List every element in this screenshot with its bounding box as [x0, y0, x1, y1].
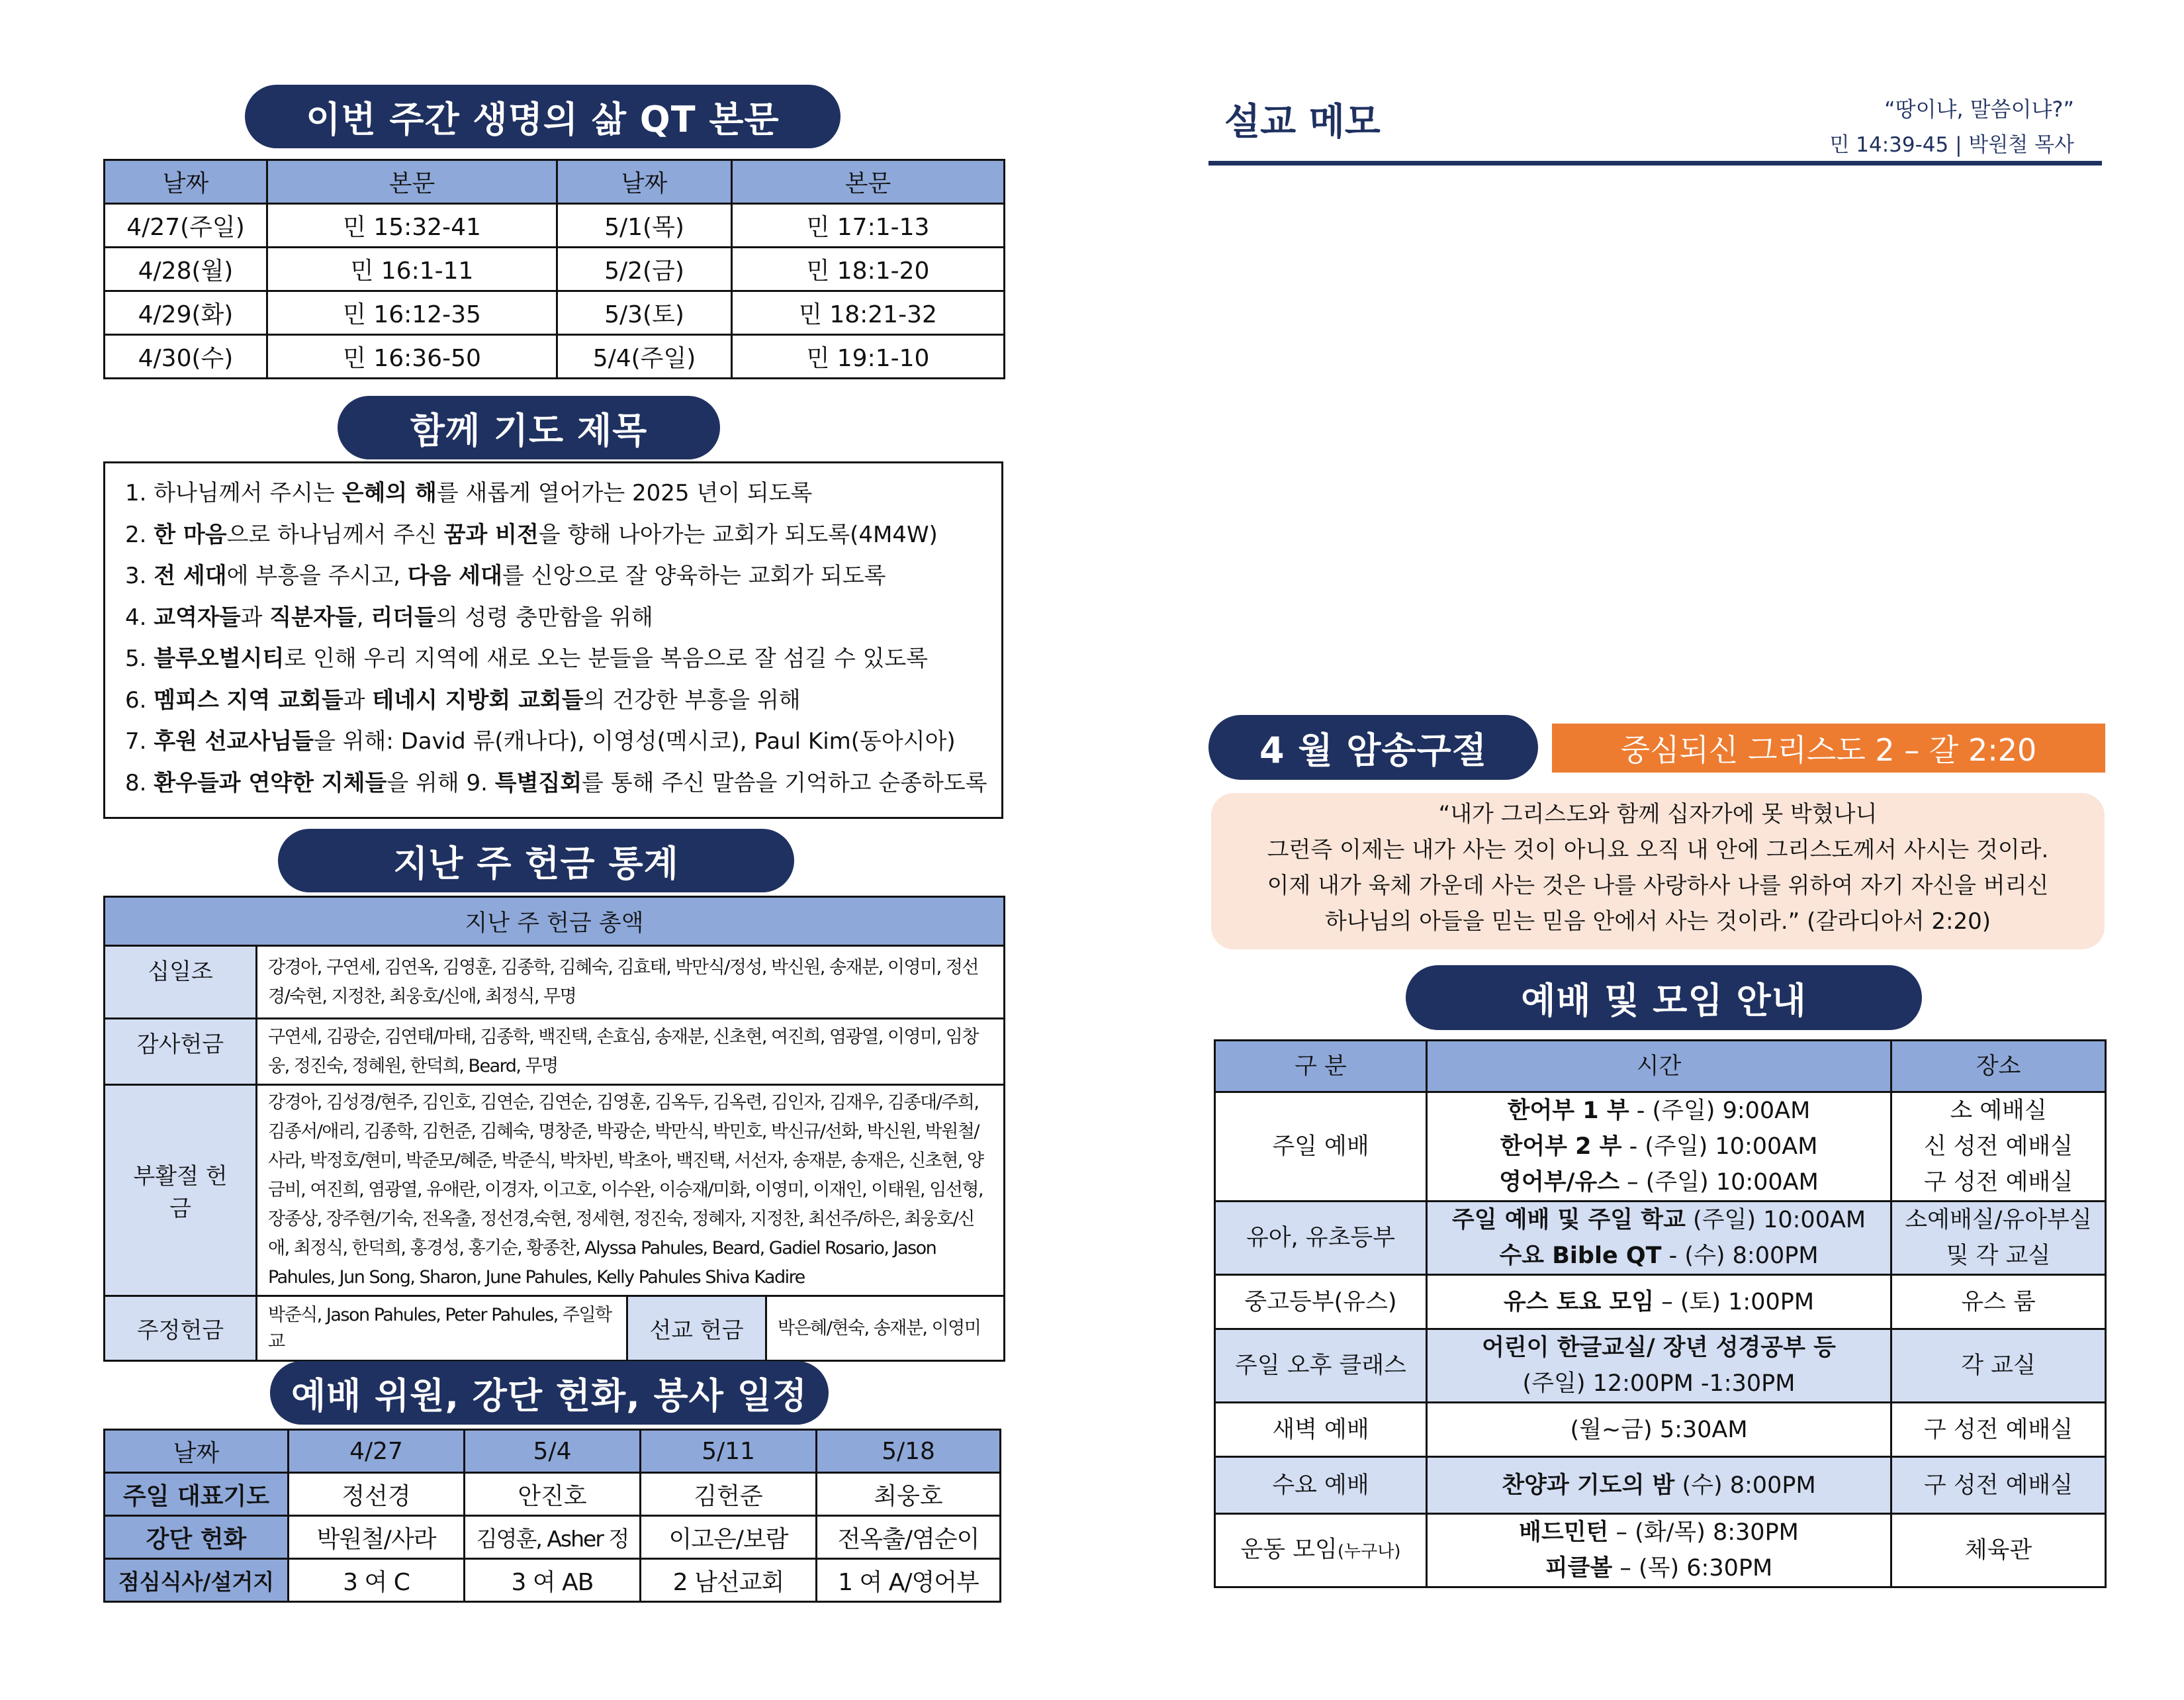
body-text: 로 인해 우리 지역에 새로 오는 분들을 복음으로 잘 섬길 수 있도록: [284, 645, 929, 672]
body-text: 에 부흥을 주시고,: [226, 563, 408, 589]
emphasis-text: 어린이 한글교실/ 장년 성경공부 등: [1482, 1335, 1836, 1361]
memory-verse-text: [1211, 793, 2105, 949]
body-text: - (수) 8:00PM: [1661, 1243, 1819, 1269]
qt-cell: 민 16:1-11: [267, 248, 557, 291]
table-row: [105, 291, 1005, 335]
body-text: 을 향해 나아가는 교회가 되도록(4M4W): [538, 521, 938, 548]
qt-cell: 민 18:1-20: [732, 248, 1005, 291]
table-row: [105, 1019, 1005, 1085]
prayer-item: [125, 763, 987, 804]
qt-cell: 민 16:36-50: [267, 335, 557, 379]
table-row: [105, 1473, 1001, 1516]
service-time-line: [1428, 1366, 1890, 1401]
prayer-item: [125, 721, 981, 763]
service-time: [1427, 1329, 1891, 1403]
emphasis-text: 후원 선교사님들: [154, 728, 314, 755]
service-time: [1427, 1202, 1891, 1275]
body-text: 3.: [125, 563, 154, 589]
table-row: [105, 335, 1005, 379]
verse-line: 그런즉 이제는 내가 사는 것이 아니요 오직 내 안에 그리스도께서 사시는 것이라.: [1267, 837, 2049, 863]
service-place-line: 체육관: [1964, 1537, 2032, 1564]
service-place-line: 및 각 교실: [1946, 1243, 2051, 1269]
body-text: 6.: [125, 686, 154, 714]
body-text: 을 위해 9.: [387, 769, 495, 796]
duty-cell: 이고은/보람: [641, 1516, 817, 1559]
body-text: (월~금) 5:30AM: [1570, 1416, 1748, 1443]
emphasis-text: 한 마음: [154, 521, 227, 548]
service-place: [1891, 1275, 2106, 1329]
offering-names: 박준식, Jason Pahules, Peter Pahules, 주일학교: [257, 1296, 627, 1361]
duty-cell: 김영훈, Asher 정: [465, 1516, 641, 1559]
duty-cell: 안진호: [465, 1473, 641, 1516]
body-text: 를 신앙으로 잘 양육하는 교회가 되도록: [502, 563, 886, 589]
service-place-line: 구 성전 예배실: [1923, 1416, 2073, 1443]
table-row: [105, 946, 1005, 1019]
service-time-line: [1428, 1238, 1890, 1274]
table-row: [1215, 1092, 2106, 1202]
table-row: [1215, 1329, 2106, 1403]
qt-header: 날짜: [105, 160, 267, 204]
body-text: 으로 하나님께서 주신: [226, 521, 444, 548]
prayer-item: [125, 514, 981, 556]
service-time: [1427, 1403, 1891, 1457]
offering-names: 구연세, 김광순, 김연태/마태, 김종학, 백진택, 손효심, 송재분, 신초현, 여진희, 염광열, 이영미, 임창웅, 정진숙, 정혜원, 한덕희, Beard, 무명: [257, 1019, 1005, 1085]
services-header: 장소: [1891, 1041, 2106, 1092]
body-text: 4.: [125, 604, 154, 631]
qt-table: [103, 159, 1005, 379]
emphasis-text: 피클볼: [1545, 1555, 1613, 1582]
sermon-memo-title: 설교 메모: [1224, 101, 1381, 144]
qt-cell: 민 17:1-13: [732, 204, 1005, 248]
table-row: [1215, 1514, 2106, 1587]
service-place: [1891, 1202, 2106, 1275]
emphasis-text: 멤피스 지역 교회들: [154, 686, 343, 714]
verse-line: “내가 그리스도와 함께 십자가에 못 박혔나니: [1438, 801, 1878, 827]
service-name: [1215, 1092, 1427, 1202]
memory-verse-tag: 중심되신 그리스도 2 – 갈 2:20: [1552, 724, 2105, 773]
service-name: [1215, 1457, 1427, 1514]
emphasis-text: 주일 예배 및 주일 학교: [1451, 1207, 1686, 1233]
qt-cell: 5/2(금): [557, 248, 732, 291]
offering-table: [103, 896, 1005, 1362]
offering-type: 부활절 헌금: [105, 1085, 257, 1296]
service-place: [1891, 1403, 2106, 1457]
emphasis-text: 테네시 지방회 교회들: [372, 686, 584, 714]
table-row: [1215, 1457, 2106, 1514]
duty-table: [103, 1429, 1001, 1603]
service-name-text: 수요 예배: [1272, 1472, 1369, 1499]
qt-header: 본문: [267, 160, 557, 204]
verse-line: 이제 내가 육체 가운데 사는 것은 나를 사랑하사 나를 위하여 자기 자신을 버리신: [1267, 873, 2049, 899]
service-place-line: 각 교실: [1961, 1352, 2036, 1379]
qt-section-title: 이번 주간 생명의 삶 QT 본문: [245, 85, 841, 148]
body-text: 8.: [125, 769, 154, 796]
offering-type: 선교 헌금: [627, 1296, 766, 1361]
service-name-text: 운동 모임: [1240, 1536, 1338, 1563]
service-place-line: 소예배실/유아부실: [1905, 1207, 2092, 1233]
qt-cell: 민 19:1-10: [732, 335, 1005, 379]
body-text: 의 성령 충만함을 위해: [435, 604, 653, 631]
table-row: [105, 204, 1005, 248]
service-place-line: 구 성전 예배실: [1923, 1472, 2073, 1499]
body-text: 5.: [125, 645, 154, 672]
body-text: – (주일) 10:00AM: [1619, 1169, 1819, 1196]
emphasis-text: 한어부 2 부: [1500, 1133, 1622, 1160]
qt-cell: 4/27(주일): [105, 204, 267, 248]
emphasis-text: 영어부/유스: [1499, 1169, 1620, 1196]
service-name: [1215, 1403, 1427, 1457]
qt-cell: 4/29(화): [105, 291, 267, 335]
body-text: (주일) 12:00PM -1:30PM: [1522, 1370, 1796, 1397]
service-place-line: 신 성전 예배실: [1923, 1133, 2073, 1160]
service-place: [1891, 1329, 2106, 1403]
qt-header: 날짜: [557, 160, 732, 204]
duty-cell: 박원철/사라: [289, 1516, 465, 1559]
prayer-item: [125, 473, 981, 514]
body-text: 과: [343, 686, 373, 714]
offering-total-label: 지난 주 헌금 총액: [105, 897, 1005, 946]
body-text: 7.: [125, 728, 154, 755]
duty-header: 5/11: [641, 1430, 817, 1473]
duty-cell: 3 여 C: [289, 1559, 465, 1602]
service-name: [1215, 1275, 1427, 1329]
qt-cell: 민 18:21-32: [732, 291, 1005, 335]
service-place: [1891, 1092, 2106, 1202]
emphasis-text: 전 세대: [154, 563, 227, 589]
sermon-quote: “땅이냐, 말씀이냐?”: [1884, 97, 2074, 122]
emphasis-text: 한어부 1 부: [1507, 1098, 1629, 1124]
duty-cell: 2 남선교회: [641, 1559, 817, 1602]
body-text: – (목) 6:30PM: [1612, 1555, 1773, 1582]
service-name-note: (누구나): [1337, 1541, 1401, 1562]
qt-header: 본문: [732, 160, 1005, 204]
table-row: [105, 1085, 1005, 1296]
table-row: [1215, 1403, 2106, 1457]
body-text: 을 위해: David 류(캐나다), 이영성(멕시코), Paul Kim(동아시아): [314, 728, 956, 755]
service-place: [1891, 1514, 2106, 1587]
service-time-line: [1428, 1515, 1890, 1550]
prayer-item: [125, 638, 981, 680]
service-time-line: [1428, 1129, 1890, 1164]
body-text: - (주일) 9:00AM: [1629, 1098, 1811, 1124]
body-text: – (화/목) 8:30PM: [1608, 1519, 1799, 1546]
service-time-line: [1428, 1330, 1890, 1366]
duty-header: 날짜: [105, 1430, 289, 1473]
offering-type: 십일조: [105, 946, 257, 1019]
duty-cell: 김헌준: [641, 1473, 817, 1516]
duty-cell: 전옥출/염순이: [817, 1516, 1001, 1559]
prayer-item: [125, 597, 981, 639]
emphasis-text: 꿈과 비전: [443, 521, 539, 548]
qt-cell: 민 16:12-35: [267, 291, 557, 335]
service-name-text: 새벽 예배: [1272, 1416, 1369, 1443]
prayer-item: [125, 555, 981, 597]
service-time: [1427, 1514, 1891, 1587]
duty-section-title: 예배 위원, 강단 헌화, 봉사 일정: [270, 1361, 829, 1425]
emphasis-text: 리더들: [371, 604, 436, 631]
services-header: 시간: [1427, 1041, 1891, 1092]
body-text: 의 건강한 부흥을 위해: [583, 686, 801, 714]
services-header: 구 분: [1215, 1041, 1427, 1092]
service-name-text: 유아, 유초등부: [1246, 1225, 1396, 1251]
emphasis-text: 환우들과 연약한 지체들: [154, 769, 387, 796]
emphasis-text: 다음 세대: [407, 563, 502, 589]
body-text: 과: [240, 604, 270, 631]
body-text: - (주일) 10:00AM: [1621, 1133, 1818, 1160]
qt-cell: 4/30(수): [105, 335, 267, 379]
service-name: [1215, 1329, 1427, 1403]
body-text: (주일) 10:00AM: [1685, 1207, 1866, 1233]
offering-section-title: 지난 주 헌금 통계: [278, 829, 794, 892]
service-time-line: [1428, 1284, 1890, 1320]
duty-role: 점심식사/설거지: [105, 1559, 289, 1602]
qt-cell: 5/3(토): [557, 291, 732, 335]
service-name: [1215, 1202, 1427, 1275]
emphasis-text: 은혜의 해: [341, 480, 437, 506]
body-text: ,: [356, 604, 371, 631]
emphasis-text: 찬양과 기도의 밤: [1502, 1472, 1675, 1499]
duty-role: 주일 대표기도: [105, 1473, 289, 1516]
service-place: [1891, 1457, 2106, 1514]
duty-cell: 1 여 A/영어부: [817, 1559, 1001, 1602]
service-time-line: [1428, 1093, 1890, 1129]
qt-cell: 4/28(월): [105, 248, 267, 291]
service-time: [1427, 1275, 1891, 1329]
body-text: – (토) 1:00PM: [1654, 1288, 1815, 1315]
service-place-line: 유스 룸: [1961, 1288, 2036, 1315]
duty-cell: 최웅호: [817, 1473, 1001, 1516]
emphasis-text: 특별집회: [494, 769, 582, 796]
service-time-line: [1428, 1202, 1890, 1238]
emphasis-text: 블루오벌시티: [154, 645, 285, 672]
service-name: [1215, 1514, 1427, 1587]
service-time: [1427, 1457, 1891, 1514]
prayer-section-title: 함께 기도 제목: [338, 396, 720, 459]
service-time-line: [1428, 1550, 1890, 1586]
prayer-item: [125, 680, 981, 722]
duty-header: 5/18: [817, 1430, 1001, 1473]
emphasis-text: 직분자들: [269, 604, 357, 631]
service-place-line: 구 성전 예배실: [1923, 1169, 2073, 1196]
table-row: [1215, 1202, 2106, 1275]
qt-cell: 민 15:32-41: [267, 204, 557, 248]
body-text: 를 새롭게 열어가는 2025 년이 되도록: [436, 480, 813, 506]
emphasis-text: 유스 토요 모임: [1503, 1288, 1655, 1315]
offering-names: 강경아, 구연세, 김연옥, 김영훈, 김종학, 김혜숙, 김효태, 박만식/정성, 박신원, 송재분, 이영미, 정선경/숙현, 지정찬, 최웅호/신애, 최정식, 무명: [257, 946, 1005, 1019]
duty-header: 5/4: [465, 1430, 641, 1473]
verse-line: 하나님의 아들을 믿는 믿음 안에서 사는 것이라.” (갈라디아서 2:20): [1324, 908, 1991, 935]
table-row: [105, 1559, 1001, 1602]
offering-names: 강경아, 김성경/현주, 김인호, 김연순, 김연순, 김영훈, 김옥두, 김옥련, 김인자, 김재우, 김종대/주희, 김종서/애리, 김종학, 김헌준, 김혜숙, 명창준, 박광순, 박만식, 박민호, 박신규/선화, 박신원, 박원철/사라, 박정호/현미, 박준모/혜준, 박준식, 박차빈, 박초아, 백진택, 서선자, 송재분, 송재은, 신초현, 양금비, 여진희, 염광열, 유애란, 이경자, 이고호, 이수완, 이승재/미화, 이영미, 이재인, 이태원, 임선형, 장종상, 장주현/기숙, 전옥출, 정선경,숙현, 정세현, 정진숙, 정혜자, 지정찬, 최선주/하은, 최웅호/신애, 최정식, 한덕희, 홍경성, 홍기순, 황종찬, Alyssa Pahules, Beard, Gadiel Rosario, Jason Pahules, Jun Song, Sharon, June Pahules, Kelly Pahules Shiva Kadire: [257, 1085, 1005, 1296]
services-section-title: 예배 및 모임 안내: [1406, 965, 1922, 1030]
body-text: 1. 하나님께서 주시는: [125, 480, 342, 506]
service-time-line: [1428, 1164, 1890, 1200]
service-name-text: 주일 오후 클래스: [1235, 1352, 1406, 1379]
emphasis-text: 교역자들: [154, 604, 241, 631]
qt-cell: 5/1(목): [557, 204, 732, 248]
duty-cell: 3 여 AB: [465, 1559, 641, 1602]
table-row: [1215, 1275, 2106, 1329]
sermon-reference: 민 14:39-45 | 박원철 목사: [1829, 133, 2074, 157]
table-row: [105, 1516, 1001, 1559]
service-time-line: [1428, 1412, 1890, 1448]
service-place-line: 소 예배실: [1950, 1098, 2047, 1124]
duty-header: 4/27: [289, 1430, 465, 1473]
offering-type: 주정헌금: [105, 1296, 257, 1361]
body-text: (수) 8:00PM: [1674, 1472, 1816, 1499]
service-name-text: 주일 예배: [1272, 1133, 1369, 1160]
divider: [1208, 161, 2102, 165]
table-row: [105, 248, 1005, 291]
service-time: [1427, 1092, 1891, 1202]
emphasis-text: 배드민턴: [1519, 1519, 1609, 1546]
qt-cell: 5/4(주일): [557, 335, 732, 379]
duty-cell: 정선경: [289, 1473, 465, 1516]
body-text: 2.: [125, 521, 154, 548]
body-text: 를 통해 주신 말씀을 기억하고 순종하도록: [582, 769, 987, 796]
prayer-list: [103, 461, 1003, 819]
offering-type: 감사헌금: [105, 1019, 257, 1085]
duty-role: 강단 헌화: [105, 1516, 289, 1559]
offering-names: 박은혜/현숙, 송재분, 이영미: [766, 1296, 1005, 1361]
table-row: [105, 1296, 1005, 1361]
service-name-text: 중고등부(유스): [1244, 1288, 1397, 1315]
services-table: [1214, 1039, 2107, 1588]
service-time-line: [1428, 1468, 1890, 1503]
emphasis-text: 수요 Bible QT: [1499, 1243, 1662, 1269]
memory-verse-title: 4 월 암송구절: [1208, 715, 1538, 780]
